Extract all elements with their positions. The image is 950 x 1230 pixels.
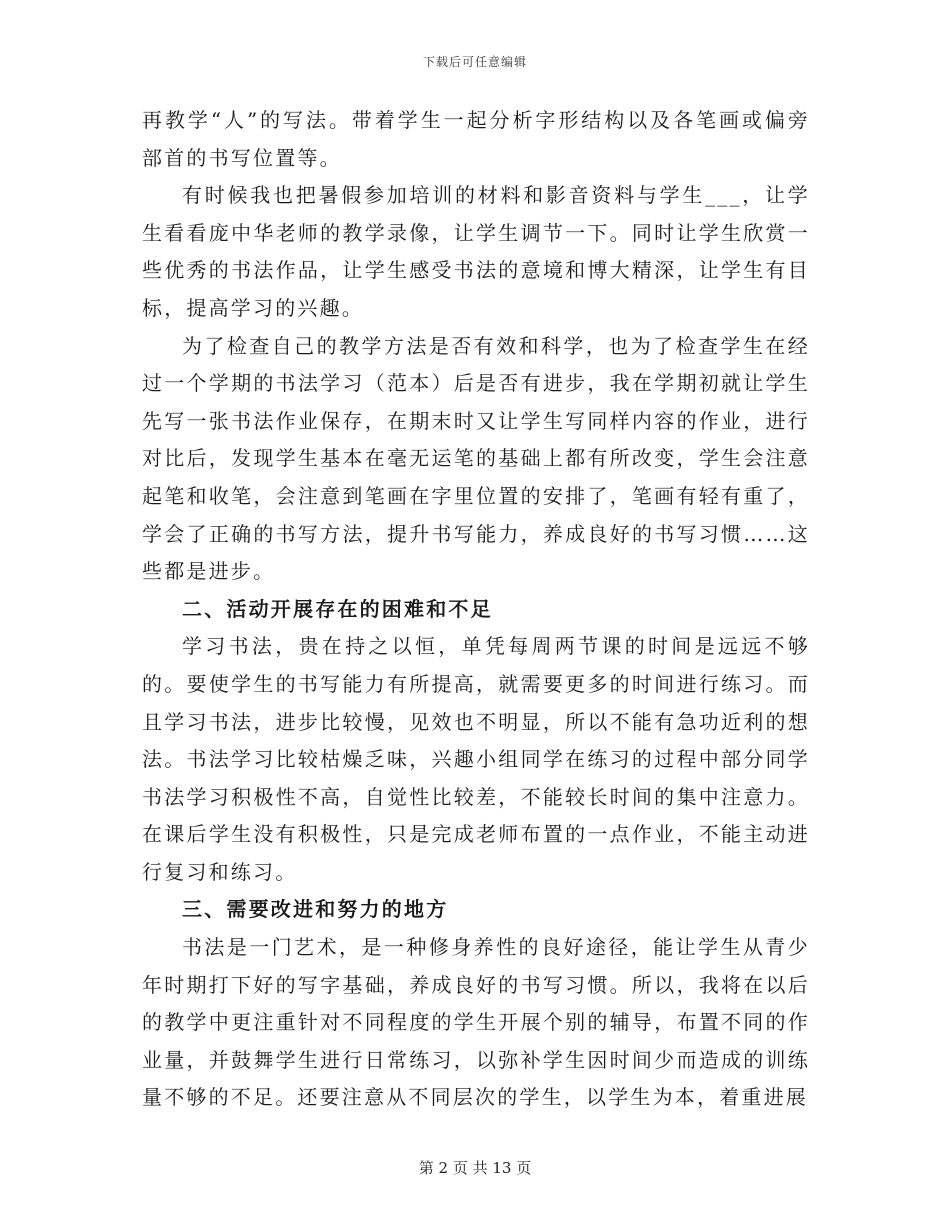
paragraph-evaluation: 为了检查自己的教学方法是否有效和科学，也为了检查学生在经过一个学期的书法学习（范本）后是否有进步，我在学期初就让学生先写一张书法作业保存，在期末时又让学生写同样内容的作业，进行对比后，发现学生基本在毫无运笔的基础上都有所改变，学生会注意起笔和收笔，会注意到笔画在字里位置的安排了，笔画有轻有重了，学会了正确的书写方法，提升书写能力，养成良好的书写习惯……这些都是进步。 [142,333,810,584]
paragraph-materials: 有时候我也把暑假参加培训的材料和影音资料与学生___，让学生看看庞中华老师的教学录像，让学生调节一下。同时让学生欣赏一些优秀的书法作品，让学生感受书法的意境和博大精深，让学生有目标，提高学习的兴趣。 [142,183,810,320]
section-heading-difficulties: 二、活动开展存在的困难和不足 [182,596,493,621]
paragraph-difficulties: 学习书法，贵在持之以恒，单凭每周两节课的时间是远远不够的。要使学生的书写能力有所提高，就需要更多的时间进行练习。而且学习书法，进步比较慢，见效也不明显，所以不能有急功近利的想法。书法学习比较枯燥乏味，兴趣小组同学在练习的过程中部分同学书法学习积极性不高，自觉性比较差，不能较长时间的集中注意力。在课后学生没有积极性，只是完成老师布置的一点作业，不能主动进行复习和练习。 [142,634,810,884]
section-heading-improvements: 三、需要改进和努力的地方 [182,897,449,922]
document-body [142,102,810,1117]
paragraph-improvements: 书法是一门艺术，是一种修身养性的良好途径，能让学生从青少年时期打下好的写字基础，养成良好的书写习惯。所以，我将在以后的教学中更注重针对不同程度的学生开展个别的辅导，布置不同的作业量，并鼓舞学生进行日常练习，以弥补学生因时间少而造成的训练量不够的不足。还要注意从不同层次的学生，以学生为本，着重进展 [142,935,810,1110]
header-note: 下载后可任意编辑 [422,55,527,69]
page-number-footer: 第 2 页 共 13 页 [418,1159,532,1177]
paragraph-continued: 再教学“人”的写法。带着学生一起分析字形结构以及各笔画或偏旁部首的书写位置等。 [142,108,810,170]
